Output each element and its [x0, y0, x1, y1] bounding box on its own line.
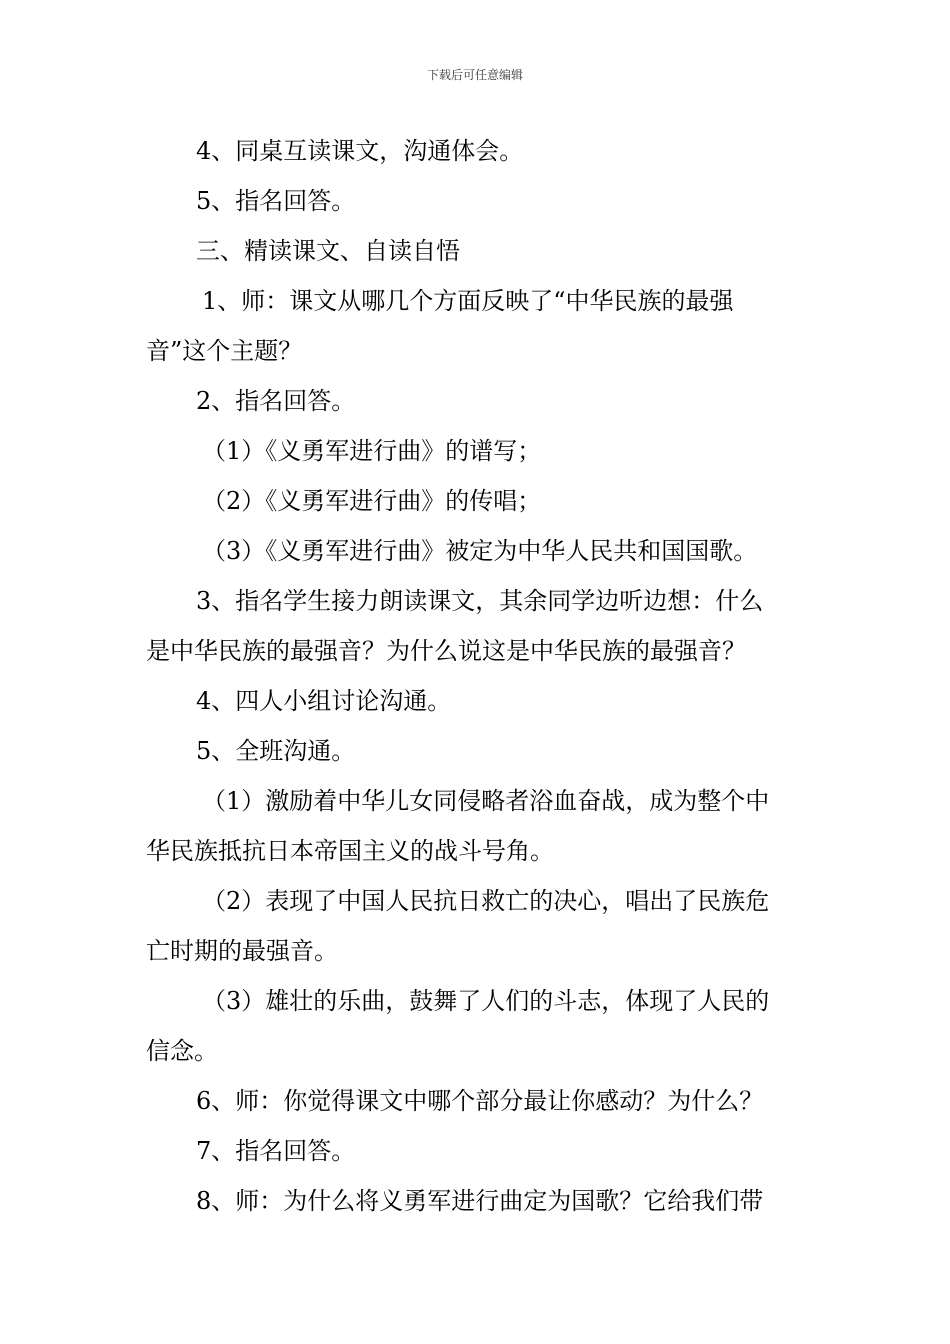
paragraph-line: （2）《义勇军进行曲》的传唱； [202, 487, 542, 515]
paragraph-line: 4、四人小组讨论沟通。 [196, 687, 452, 715]
paragraph [146, 876, 810, 976]
paragraph-line: 是中华民族的最强音？为什么说这是中华民族的最强音？ [146, 637, 746, 665]
paragraph-line: 7、指名回答。 [196, 1137, 356, 1165]
paragraph-line: （1）激励着中华儿女同侵略者浴血奋战，成为整个中 [202, 787, 770, 815]
paragraph [146, 776, 810, 876]
paragraph-line: 华民族抵抗日本帝国主义的战斗号角。 [146, 837, 554, 865]
paragraph-line: 三、精读课文、自读自悟 [196, 237, 460, 265]
paragraph-line: 音”这个主题？ [146, 337, 303, 365]
paragraph [146, 676, 810, 726]
paragraph-line: 5、全班沟通。 [196, 737, 356, 765]
paragraph [146, 576, 810, 676]
paragraph-line: 信念。 [146, 1037, 218, 1065]
page-header: 下载后可任意编辑 [426, 68, 523, 82]
paragraph [146, 526, 810, 576]
paragraph [146, 1076, 810, 1126]
paragraph [146, 126, 810, 176]
paragraph-line: （3）《义勇军进行曲》被定为中华人民共和国国歌。 [202, 537, 758, 565]
paragraph [146, 176, 810, 226]
paragraph-line: （3）雄壮的乐曲，鼓舞了人们的斗志，体现了人民的 [202, 987, 770, 1015]
paragraph [146, 376, 810, 426]
paragraph [146, 726, 810, 776]
paragraph [146, 426, 810, 476]
paragraph-line: 1、师：课文从哪几个方面反映了“中华民族的最强 [202, 287, 734, 315]
paragraph-line: 4、同桌互读课文，沟通体会。 [196, 137, 524, 165]
paragraph-line: （2）表现了中国人民抗日救亡的决心，唱出了民族危 [202, 887, 770, 915]
paragraph-line: 2、指名回答。 [196, 387, 356, 415]
paragraph [146, 976, 810, 1076]
paragraph [146, 476, 810, 526]
paragraph-line: 6、师：你觉得课文中哪个部分最让你感动？为什么？ [196, 1087, 764, 1115]
paragraph-line: 3、指名学生接力朗读课文，其余同学边听边想：什么 [196, 587, 764, 615]
paragraph [146, 1176, 810, 1226]
paragraph [146, 276, 810, 376]
paragraph-line: （1）《义勇军进行曲》的谱写； [202, 437, 542, 465]
paragraph-line: 8、师：为什么将义勇军进行曲定为国歌？它给我们带 [196, 1187, 764, 1215]
section-heading [146, 226, 810, 276]
paragraph-line: 5、指名回答。 [196, 187, 356, 215]
paragraph [146, 1126, 810, 1176]
paragraph-line: 亡时期的最强音。 [146, 937, 338, 965]
